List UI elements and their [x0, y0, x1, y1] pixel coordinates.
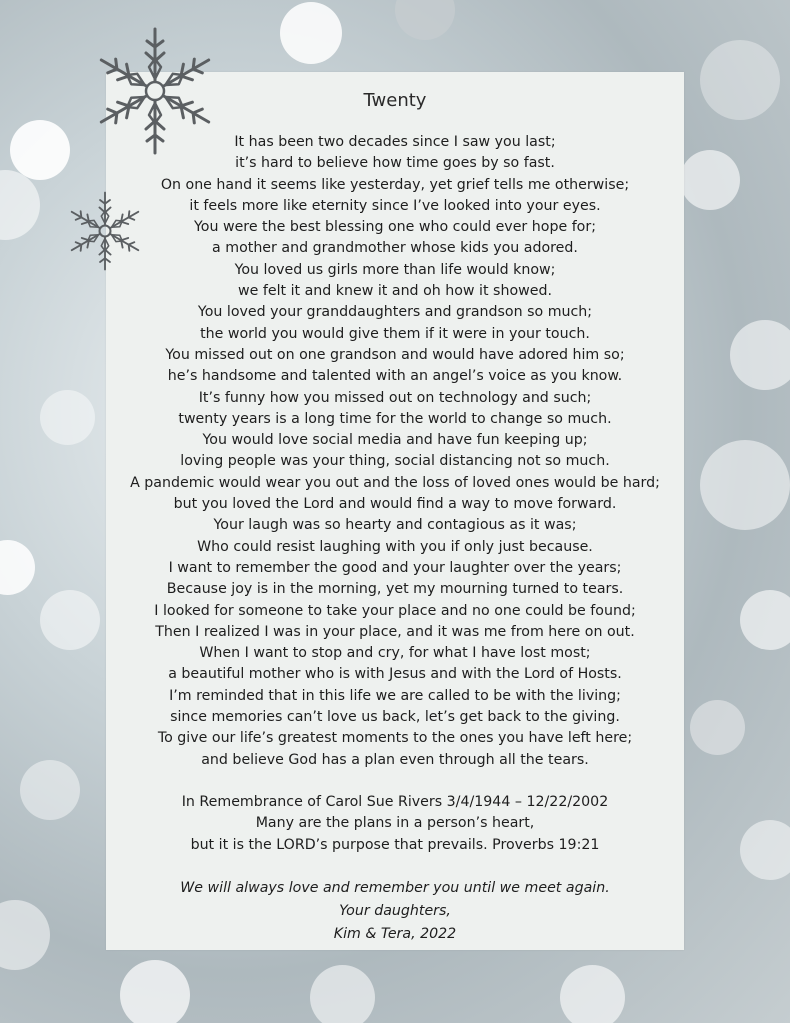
- remembrance-line: In Remembrance of Carol Sue Rivers 3/4/1944 – 12/22/2002: [181, 794, 609, 810]
- bokeh-dot: [0, 900, 50, 970]
- poem-line: You were the best blessing one who could ever hope for;: [194, 219, 596, 236]
- poem-line: To give our life’s greatest moments to the ones you have left here;: [157, 730, 633, 747]
- bokeh-dot: [280, 2, 342, 64]
- poem-line: It’s funny how you missed out on technology and such;: [198, 389, 592, 406]
- bokeh-dot: [680, 150, 740, 210]
- bokeh-dot: [40, 390, 95, 445]
- poem-line: Your laugh was so hearty and contagious as it was;: [213, 517, 577, 534]
- poem-card: [106, 72, 684, 950]
- poem-line: we felt it and knew it and oh how it showed.: [238, 283, 552, 300]
- poem-line: but you loved the Lord and would find a way to move forward.: [173, 496, 617, 513]
- poem-line: loving people was your thing, social distancing not so much.: [180, 453, 610, 470]
- poem-line: You missed out on one grandson and would have adored him so;: [165, 346, 625, 363]
- bokeh-dot: [730, 320, 790, 390]
- bokeh-dot: [0, 540, 35, 595]
- poem-line: a mother and grandmother whose kids you adored.: [212, 240, 578, 257]
- poem-line: the world you would give them if it were in your touch.: [200, 325, 590, 342]
- snowflake-icon: [62, 190, 148, 272]
- bokeh-dot: [0, 170, 40, 240]
- poem-line: it’s hard to believe how time goes by so fast.: [235, 155, 555, 172]
- poem-line: I want to remember the good and your laughter over the years;: [168, 559, 622, 576]
- snowflake-icon: [93, 22, 217, 160]
- bokeh-dot: [395, 0, 455, 40]
- bokeh-dot: [740, 820, 790, 880]
- poem-line: You loved us girls more than life would know;: [234, 261, 556, 278]
- closing-line: Your daughters,: [339, 903, 451, 919]
- verse-line: Many are the plans in a person’s heart,: [255, 815, 535, 832]
- bokeh-dot: [700, 40, 780, 120]
- bokeh-dot: [40, 590, 100, 650]
- poem-line: On one hand it seems like yesterday, yet grief tells me otherwise;: [160, 176, 630, 193]
- poem-line: since memories can’t love us back, let’s get back to the giving.: [170, 709, 620, 726]
- poem-line: twenty years is a long time for the world to change so much.: [178, 410, 612, 427]
- closing-line: We will always love and remember you until we meet again.: [180, 880, 610, 896]
- poem-line: A pandemic would wear you out and the loss of loved ones would be hard;: [130, 474, 660, 491]
- bokeh-dot: [120, 960, 190, 1023]
- poem-line: When I want to stop and cry, for what I have lost most;: [199, 645, 591, 662]
- memorial-block: [106, 792, 684, 856]
- poem-lines: [106, 132, 684, 771]
- bokeh-dot: [740, 590, 790, 650]
- poem-title: Twenty: [363, 90, 427, 111]
- poem-line: a beautiful mother who is with Jesus and with the Lord of Hosts.: [168, 666, 622, 683]
- closing-block: [106, 877, 684, 946]
- poem-line: Because joy is in the morning, yet my mourning turned to tears.: [166, 581, 624, 598]
- poem-line: It has been two decades since I saw you last;: [234, 134, 556, 150]
- poem-line: and believe God has a plan even through all the tears.: [201, 751, 589, 768]
- poem-line: it feels more like eternity since I’ve looked into your eyes.: [189, 197, 601, 214]
- closing-line: Kim & Tera, 2022: [333, 926, 457, 942]
- poem-line: You loved your granddaughters and grandson so much;: [197, 304, 593, 321]
- poem-line: I looked for someone to take your place and no one could be found;: [154, 602, 636, 619]
- poem-line: I’m reminded that in this life we are called to be with the living;: [169, 687, 621, 704]
- bokeh-dot: [560, 965, 625, 1023]
- poem-line: he’s handsome and talented with an angel’s voice as you know.: [167, 368, 623, 385]
- bokeh-dot: [310, 965, 375, 1023]
- poem-line: Then I realized I was in your place, and it was me from here on out.: [155, 623, 635, 640]
- bokeh-dot: [690, 700, 745, 755]
- poem-line: Who could resist laughing with you if only just because.: [197, 538, 593, 555]
- bokeh-dot: [10, 120, 70, 180]
- bokeh-dot: [20, 760, 80, 820]
- verse-line: but it is the LORD’s purpose that prevails. Proverbs 19:21: [190, 836, 600, 853]
- bokeh-dot: [700, 440, 790, 530]
- poem-line: You would love social media and have fun keeping up;: [202, 432, 588, 449]
